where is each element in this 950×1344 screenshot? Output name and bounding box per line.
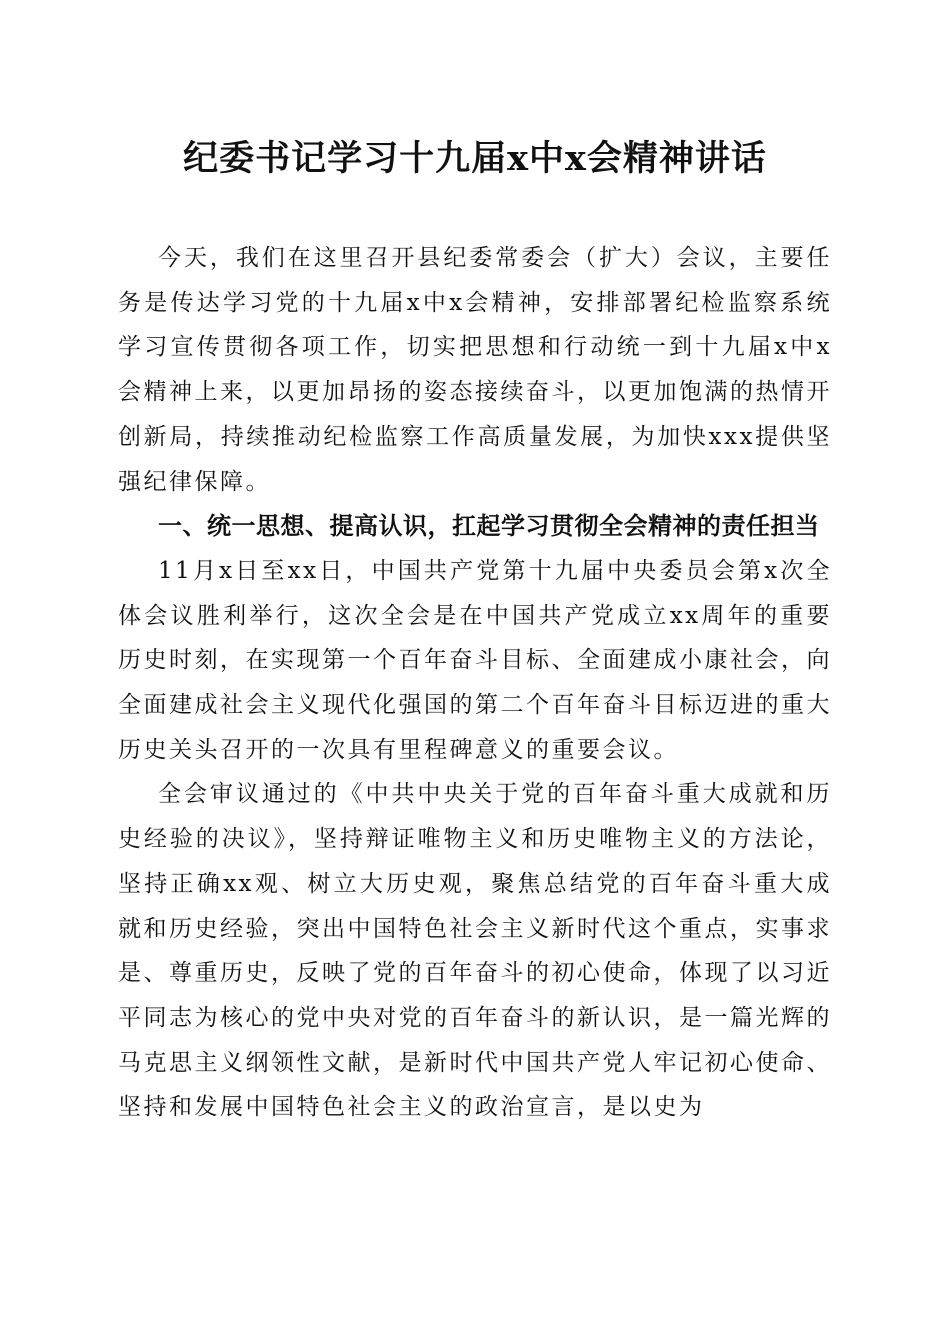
section-heading-1: 一、统一思想、提高认识，扛起学习贯彻全会精神的责任担当 [158, 512, 820, 541]
document-title: 纪委书记学习十九届x中x会精神讲话 [183, 138, 767, 179]
paragraph-plenary: 11月x日至xx日，中国共产党第十九届中央委员会第x次全体会议胜利举行，这次全会是在中国共产党成立xx周年的重要历史时刻，在实现第一个百年奋斗目标、全面建成小康社会，向全面建成社会主义现代化强国的第二个百年奋斗目标迈进的重大历史关头召开的一次具有里程碑意义的重要会议。 [118, 557, 832, 763]
paragraph-intro: 今天，我们在这里召开县纪委常委会（扩大）会议，主要任务是传达学习党的十九届x中x会精神，安排部署纪检监察系统学习宣传贯彻各项工作，切实把思想和行动统一到十九届x中x会精神上来，以更加昂扬的姿态接续奋斗，以更加饱满的热情开创新局，持续推动纪检监察工作高质量发展，为加快xxx提供坚强纪律保障。 [118, 245, 832, 495]
paragraph-resolution: 全会审议通过的《中共中央关于党的百年奋斗重大成就和历史经验的决议》，坚持辩证唯物主义和历史唯物主义的方法论，坚持正确xx观、树立大历史观，聚焦总结党的百年奋斗重大成就和历史经验，突出中国特色社会主义新时代这个重点，实事求是、尊重历史，反映了党的百年奋斗的初心使命，体现了以习近平同志为核心的党中央对党的百年奋斗的新认识，是一篇光辉的马克思主义纲领性文献，是新时代中国共产党人牢记初心使命、坚持和发展中国特色社会主义的政治宣言，是以史为 [118, 781, 832, 1121]
document-body [118, 236, 832, 1130]
